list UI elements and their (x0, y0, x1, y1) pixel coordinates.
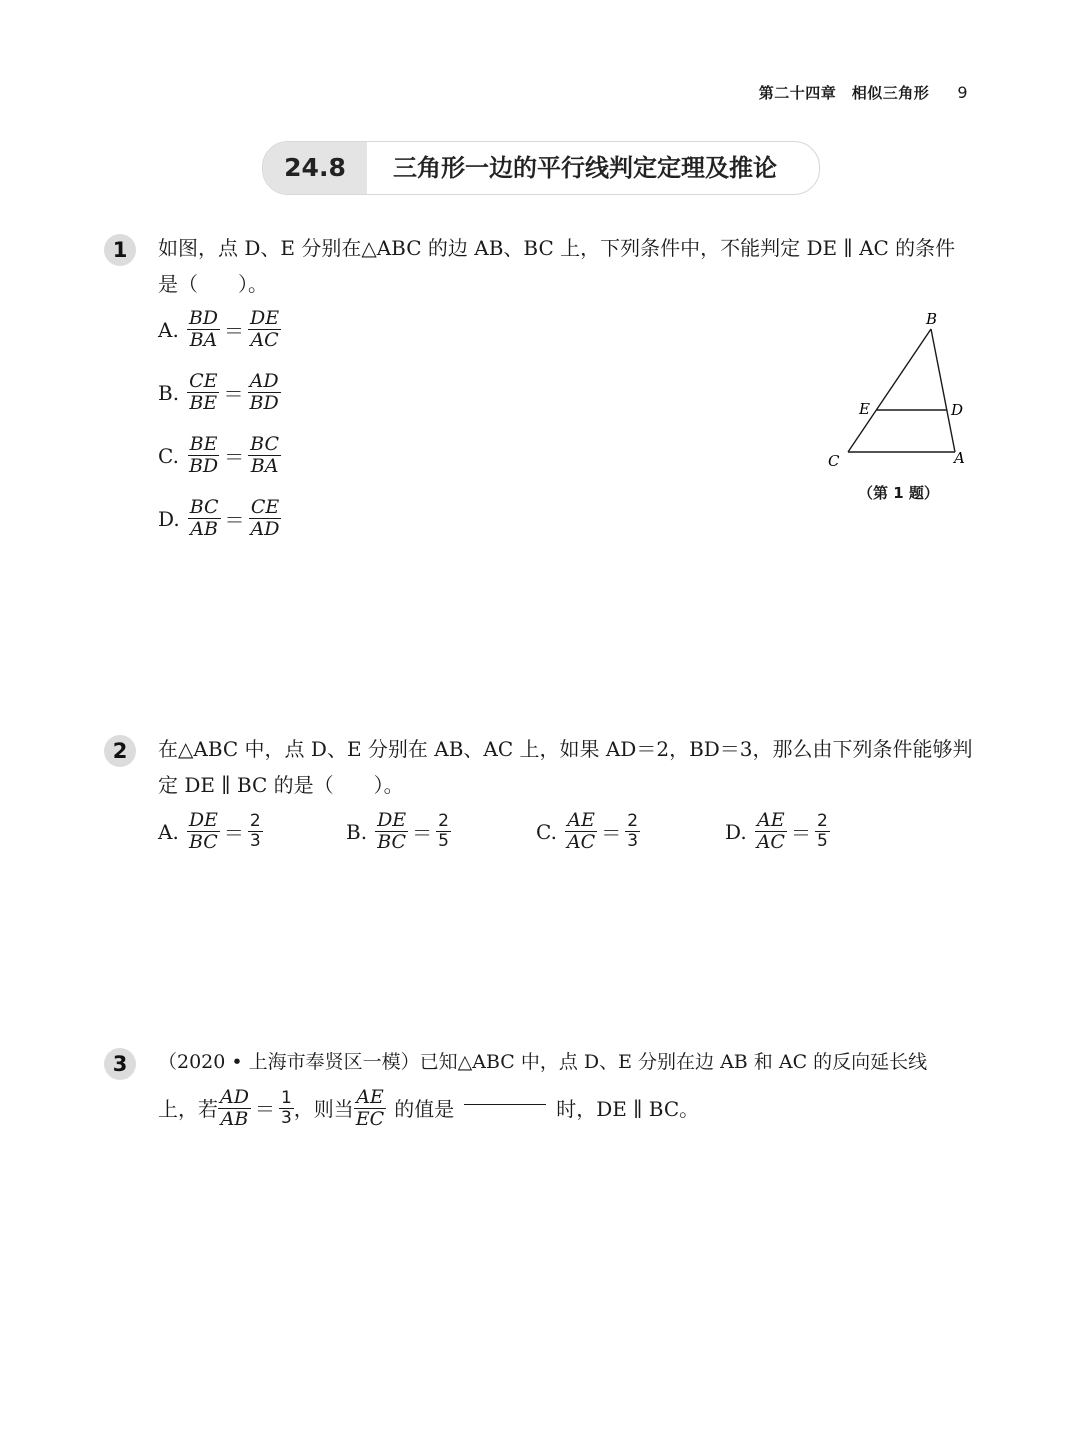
fraction-right: $\frac{AD}{BD}$ (249, 370, 279, 415)
fraction-left: $\frac{DE}{BC}$ (377, 809, 407, 854)
question-1-option-c[interactable] (158, 434, 281, 478)
equals-sign: ＝ (412, 821, 433, 846)
fraction-left: $\frac{BD}{BA}$ (188, 307, 219, 352)
label-e: E (859, 400, 870, 418)
q3-after: 的值是 (394, 1096, 455, 1121)
question-3-line-1: （2020 • 上海市奉贤区一模）已知△ABC 中，点 D、E 分别在边 AB 和 AC 的反向延长线 (158, 1051, 928, 1073)
fraction-right: $\frac{DE}{AC}$ (250, 307, 280, 352)
fraction-left: $\frac{BC}{AB}$ (189, 496, 219, 541)
equals-sign: ＝ (601, 821, 622, 846)
question-2-option-d[interactable] (725, 810, 830, 854)
fraction-right: $\frac{2}{3}$ (249, 811, 261, 852)
fraction-right: $\frac{CE}{AD}$ (250, 496, 280, 541)
q3-prefix: 上，若 (158, 1096, 218, 1121)
fraction-ad-ab: $\frac{AD}{AB}$ (220, 1086, 249, 1131)
question-2-number: 2 (104, 735, 136, 767)
fraction-right: $\frac{BC}{BA}$ (250, 433, 280, 478)
q3-suffix: 时，DE ∥ BC。 (556, 1096, 700, 1121)
segment-bc (848, 329, 931, 452)
question-3-line-2 (158, 1087, 699, 1131)
fraction-left: $\frac{AE}{AC}$ (756, 809, 785, 854)
q3-mid: ，则当 (293, 1096, 354, 1121)
fraction-left: $\frac{BE}{BD}$ (188, 433, 219, 478)
question-2-option-a[interactable] (158, 810, 263, 854)
figure-caption: （第 1 题） (858, 484, 939, 502)
answer-blank[interactable] (464, 1104, 546, 1105)
question-1-number: 1 (104, 234, 136, 266)
section-banner (262, 141, 820, 195)
fraction-left: $\frac{CE}{BE}$ (189, 370, 218, 415)
label-b: B (926, 310, 938, 328)
fraction-ae-ec: $\frac{AE}{EC}$ (355, 1086, 385, 1131)
running-head (759, 82, 968, 103)
question-1-option-d[interactable] (158, 497, 282, 541)
option-label: D. (158, 506, 180, 531)
fraction-right: $\frac{2}{5}$ (438, 811, 449, 852)
question-1-line-1: 如图，点 D、E 分别在△ABC 的边 AB、BC 上，下列条件中，不能判定 DE ∥ AC 的条件 (158, 236, 956, 260)
question-2-line-1: 在△ABC 中，点 D、E 分别在 AB、AC 上，如果 AD＝2，BD＝3，那么由下列条件能够判 (158, 737, 973, 761)
question-3-number: 3 (104, 1048, 136, 1080)
chapter-title: 第二十四章 相似三角形 (758, 84, 930, 102)
fraction-right: $\frac{2}{5}$ (816, 811, 828, 852)
equals-sign: ＝ (224, 508, 245, 533)
equals-sign: ＝ (223, 821, 244, 846)
question-1-option-a[interactable] (158, 308, 281, 352)
label-a: A (954, 449, 965, 467)
fraction-left: $\frac{AE}{AC}$ (566, 809, 596, 854)
option-label: B. (158, 380, 180, 405)
fraction-right: $\frac{2}{3}$ (627, 811, 639, 852)
triangle-figure (820, 305, 980, 505)
fraction-one-third: $\frac{1}{3}$ (280, 1088, 292, 1129)
segment-ba (931, 329, 955, 452)
option-label: C. (158, 443, 179, 468)
question-2-option-b[interactable] (346, 810, 451, 854)
option-label: D. (725, 819, 747, 844)
fraction-left: $\frac{DE}{BC}$ (188, 809, 218, 854)
option-label: A. (158, 819, 179, 844)
page-number: 9 (957, 83, 968, 102)
option-label: A. (158, 317, 179, 342)
question-2-line-2: 定 DE ∥ BC 的是（ ）。 (158, 773, 404, 797)
label-d: D (951, 401, 964, 419)
equals-sign: ＝ (790, 821, 811, 846)
equals-sign: ＝ (254, 1096, 275, 1121)
option-label: B. (346, 819, 368, 844)
label-c: C (828, 452, 840, 470)
question-1-line-2: 是（ ）。 (158, 272, 268, 296)
option-label: C. (536, 819, 557, 844)
question-1-option-b[interactable] (158, 371, 281, 415)
question-2-option-c[interactable] (536, 810, 640, 854)
section-number: 24.8 (263, 142, 367, 194)
equals-sign: ＝ (223, 382, 244, 407)
equals-sign: ＝ (224, 319, 245, 344)
section-title: 三角形一边的平行线判定定理及推论 (393, 154, 777, 182)
equals-sign: ＝ (224, 445, 245, 470)
